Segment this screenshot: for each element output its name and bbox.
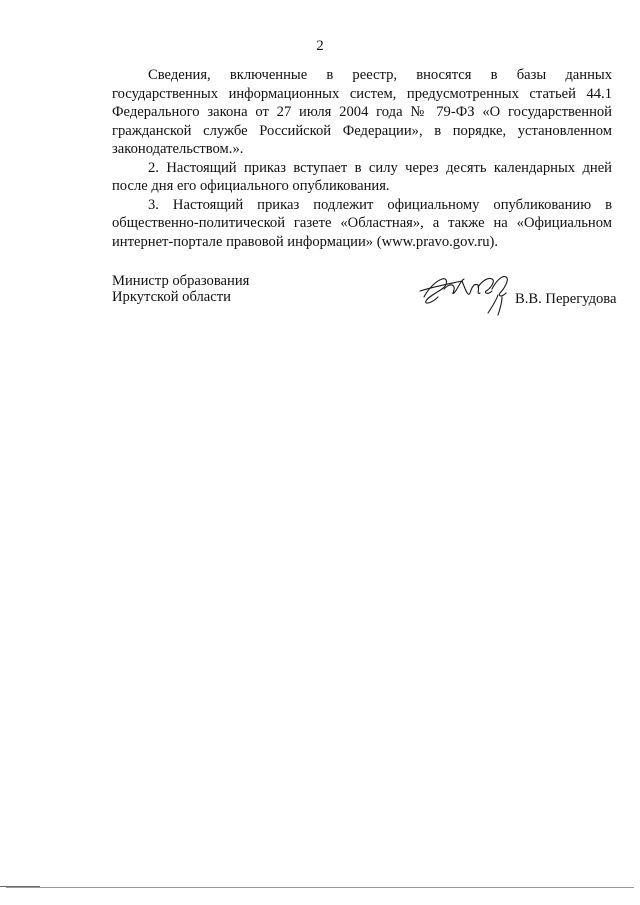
paragraph-publication: 3. Настоящий приказ подлежит официальному опубликованию в общественно-политической газете «Областная», а также на «Официальном интернет-портале правовой информации» (www.pravo.gov.ru). [112,196,612,250]
document-body [112,66,612,251]
footer-divider [6,887,634,888]
page-number: 2 [316,38,324,54]
paragraph-registry-info: Сведения, включенные в реестр, вносятся в базы данных государственных информационных систем, предусмотренных статьей 44.1 Федерального закона от 27 июля 2004 года № 79-ФЗ «О государственной гражданской службе Российской Федерации», в порядке, установленном законодательством.». [112,67,612,157]
paragraph-effective-date: 2. Настоящий приказ вступает в силу через десять календарных дней после дня его официального опубликования. [112,159,612,194]
signer-position-line1: Министр образования [112,273,250,289]
footer-divider-mark [0,886,40,887]
signer-position [112,273,249,305]
handwritten-signature [418,267,518,317]
signer-position-line2: Иркутской области [112,289,231,305]
signature-block [112,273,632,333]
signer-name: В.В. Перегудова [515,291,617,307]
